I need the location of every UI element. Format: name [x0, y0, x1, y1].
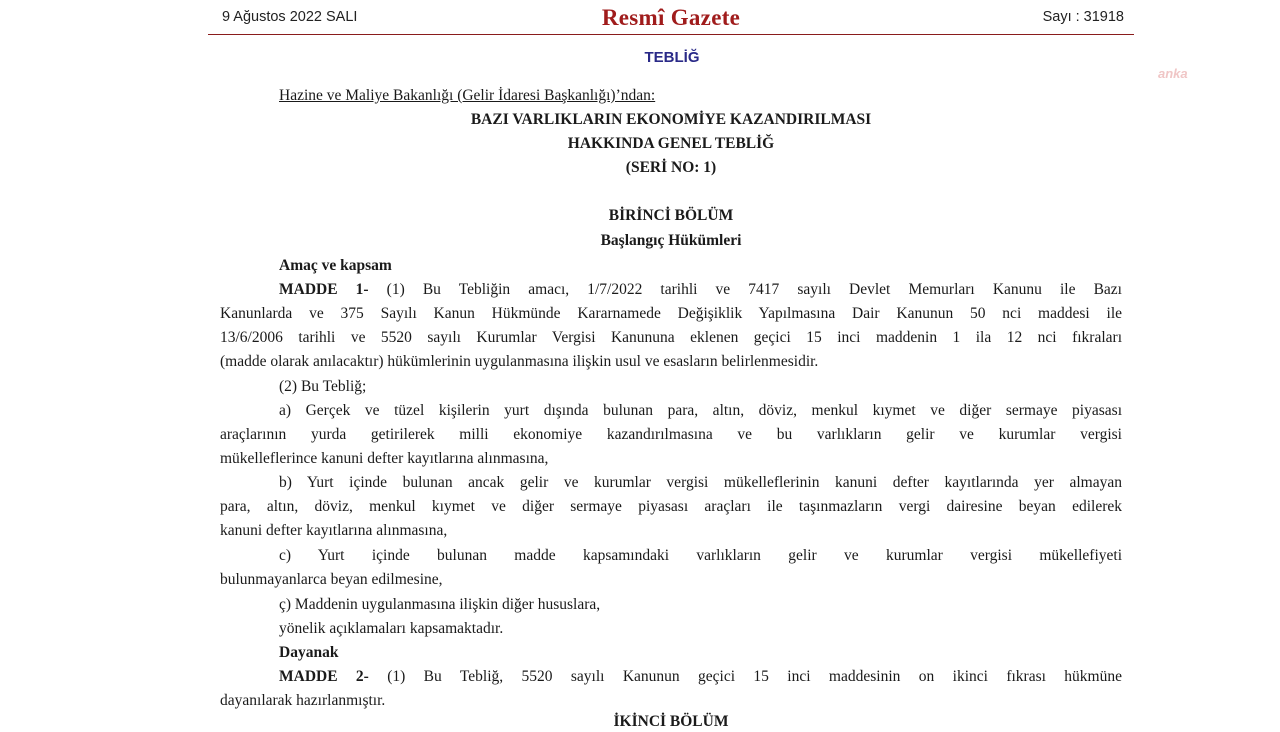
article-1-line: kanuni defter kayıtlarına alınmasına,: [220, 522, 448, 539]
gazette-title: Resmî Gazete: [601, 5, 741, 30]
article-1-line: ç) Maddenin uygulanmasına ilişkin diğer hususlara,: [279, 596, 601, 613]
gazette-header: [208, 2, 1134, 36]
article-2-line: dayanılarak hazırlanmıştır.: [220, 692, 386, 709]
part-heading: BİRİNCİ BÖLÜM: [608, 207, 734, 224]
issue-date: 9 Ağustos 2022 SALI: [222, 9, 358, 25]
article-number: MADDE 1-: [279, 281, 369, 298]
article-1-heading: Amaç ve kapsam: [279, 257, 392, 274]
header-divider: [208, 34, 1134, 35]
document-title-line-1: BAZI VARLIKLARIN EKONOMİYE KAZANDIRILMASI: [470, 111, 872, 128]
article-1-line: b) Yurt içinde bulunan ancak gelir ve kurumlar vergisi mükelleflerinin kanuni defter kayıtlarında yer almayan: [279, 474, 1122, 491]
article-1-line: (2) Bu Tebliğ;: [279, 378, 367, 395]
document-title-line-2: HAKKINDA GENEL TEBLİĞ: [567, 135, 775, 152]
article-1-line: c) Yurt içinde bulunan madde kapsamındaki varlıkların gelir ve kurumlar vergisi mükellefiyeti: [279, 547, 1122, 564]
article-1-line: (madde olarak anılacaktır) hükümlerinin uygulanmasına ilişkin usul ve esasların belirlenmesidir.: [220, 353, 819, 370]
article-2-heading: Dayanak: [279, 644, 339, 661]
article-1-line: araçlarının yurda getirilerek milli ekonomiye kazandırılmasına ve bu varlıkların gelir ve kurumlar vergisi: [220, 426, 1122, 443]
article-1-line: a) Gerçek ve tüzel kişilerin yurt dışında bulunan para, altın, döviz, menkul kıymet ve diğer sermaye piyasası: [279, 402, 1122, 419]
article-1-line: MADDE 1- (1) Bu Tebliğin amacı, 1/7/2022 tarihli ve 7417 sayılı Devlet Memurları Kanunu ile Bazı: [279, 281, 1122, 298]
agency-watermark: anka: [1158, 66, 1188, 81]
article-1-line: Kanunlarda ve 375 Sayılı Kanun Hükmünde Kararnamede Değişiklik Yapılmasına Dair Kanunun 50 nci maddesi ile: [220, 305, 1122, 322]
issue-number: Sayı : 31918: [1042, 9, 1124, 25]
article-number: MADDE 2-: [279, 668, 369, 685]
article-1-line: yönelik açıklamaları kapsamaktadır.: [279, 620, 504, 637]
article-1-line: 13/6/2006 tarihli ve 5520 sayılı Kurumlar Vergisi Kanununa eklenen geçici 15 inci maddenin 1 ila 12 nci fıkraları: [220, 329, 1122, 346]
article-1-line: mükelleflerince kanuni defter kayıtlarına alınmasına,: [220, 450, 549, 467]
article-1-line: bulunmayanlarca beyan edilmesine,: [220, 571, 443, 588]
next-part-heading-partial: İKİNCİ BÖLÜM: [613, 713, 729, 730]
article-2-line: MADDE 2- (1) Bu Tebliğ, 5520 sayılı Kanunun geçici 15 inci maddesinin on ikinci fıkrası hükmüne: [279, 668, 1122, 685]
document-series: (SERİ NO: 1): [625, 159, 717, 176]
article-1-line: para, altın, döviz, menkul kıymet ve diğer sermaye piyasası araçları ile taşınmazların vergi dairesine beyan edilerek: [220, 498, 1122, 515]
section-label: TEBLİĞ: [644, 49, 700, 66]
part-subheading: Başlangıç Hükümleri: [600, 232, 742, 249]
issuing-authority: Hazine ve Maliye Bakanlığı (Gelir İdaresi Başkanlığı)’ndan:: [279, 87, 656, 104]
